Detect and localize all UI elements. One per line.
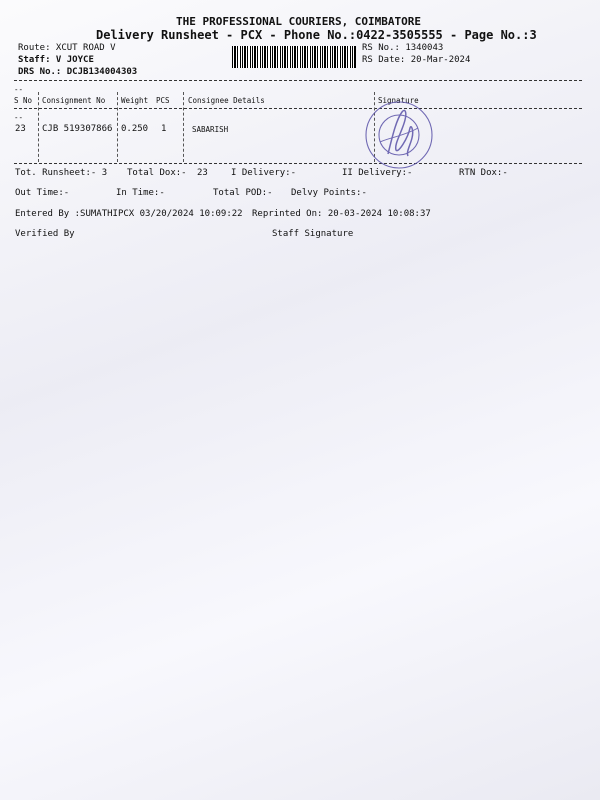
total-pod: Total POD:- (213, 188, 273, 198)
divider-header (14, 108, 582, 109)
col-header-weight: Weight (121, 96, 149, 105)
total-dox-value: 23 (197, 168, 208, 178)
rs-number: RS No.: 1340043 (362, 43, 444, 53)
verified-by: Verified By (15, 229, 75, 239)
col-header-consignment: Consignment No (42, 96, 106, 105)
reprinted-on: Reprinted On: 20-03-2024 10:08:37 (252, 209, 431, 219)
entered-by: Entered By :SUMATHIPCX 03/20/2024 10:09:22 (15, 209, 243, 219)
barcode-icon (232, 46, 356, 68)
rs-date: RS Date: 20-Mar-2024 (362, 55, 471, 65)
staff-signature: Staff Signature (272, 229, 354, 239)
lead-mark-top: -- (14, 85, 24, 94)
runsheet-title: Delivery Runsheet - PCX - Phone No.:0422-3505555 - Page No.:3 (96, 28, 537, 42)
staff-label: Staff: V JOYCE (18, 55, 94, 65)
row-sno: 23 (15, 124, 26, 134)
company-name: THE PROFESSIONAL COURIERS, COIMBATORE (176, 15, 422, 28)
divider-top (14, 80, 582, 81)
col-header-consignee: Consignee Details (188, 96, 265, 105)
row-consignment: CJB 519307866 (42, 124, 113, 134)
col-header-signature: Signature (378, 96, 419, 105)
lead-mark-row: -- (14, 113, 24, 122)
col-header-pcs: PCS (156, 96, 170, 105)
col-separator (183, 92, 184, 162)
row-consignee: SABARISH (192, 125, 229, 134)
i-delivery: I Delivery:- (231, 168, 297, 178)
rubber-stamp-signature-icon (358, 98, 440, 172)
col-header-sno: S No (14, 96, 33, 105)
out-time: Out Time:- (15, 188, 70, 198)
tot-runsheet: Tot. Runsheet:- 3 (15, 168, 108, 178)
rtn-dox: RTN Dox:- (459, 168, 508, 178)
row-weight: 0.250 (121, 124, 149, 134)
in-time: In Time:- (116, 188, 165, 198)
delvy-points: Delvy Points:- (291, 188, 367, 198)
total-dox-label: Total Dox:- (127, 168, 187, 178)
route-label: Route: XCUT ROAD V (18, 43, 116, 53)
ii-delivery: II Delivery:- (342, 168, 413, 178)
col-separator (38, 92, 39, 162)
col-separator (117, 92, 118, 162)
drs-number: DRS No.: DCJB134004303 (18, 67, 138, 77)
row-pcs: 1 (161, 124, 167, 134)
divider-bottom (14, 163, 582, 164)
